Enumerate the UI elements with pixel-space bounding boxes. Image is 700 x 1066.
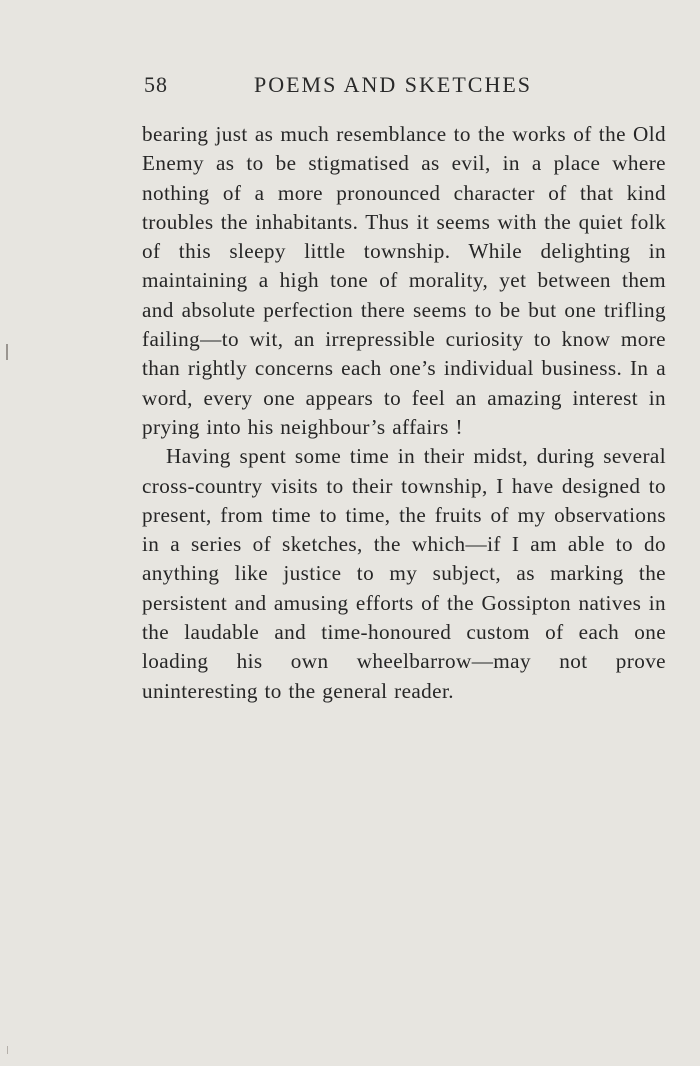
running-head — [144, 72, 666, 102]
body-text — [142, 120, 666, 706]
margin-scan-mark-bottom — [7, 1046, 8, 1054]
page-number: 58 — [144, 72, 168, 97]
margin-scan-mark — [6, 344, 8, 360]
paragraph-2: Having spent some time in their midst, during several cross-country visits to their township, I have designed to present, from time to time, the fruits of my observations in a series of sketches, the which—if I am able to do anything like justice to my subject, as marking the persistent and amusing efforts of the Gossipton natives in the laudable and time-honoured custom of each one loading his own wheelbarrow—may not prove uninteresting to the general reader. — [142, 444, 666, 703]
paragraph-1: bearing just as much resemblance to the works of the Old Enemy as to be stigmatised as evil, in a place where nothing of a more pronounced character of that kind troubles the inhabitants. Thus it seems with the quiet folk of this sleepy little township. While delighting in maintaining a high tone of morality, yet between them and absolute perfection there seems to be but one trifling failing—to wit, an irrepressible curiosity to know more than rightly concerns each one’s individual business. In a word, every one appears to feel an amazing interest in prying into his neighbour’s affairs ! — [142, 122, 666, 439]
running-head-title: POEMS AND SKETCHES — [254, 72, 533, 97]
